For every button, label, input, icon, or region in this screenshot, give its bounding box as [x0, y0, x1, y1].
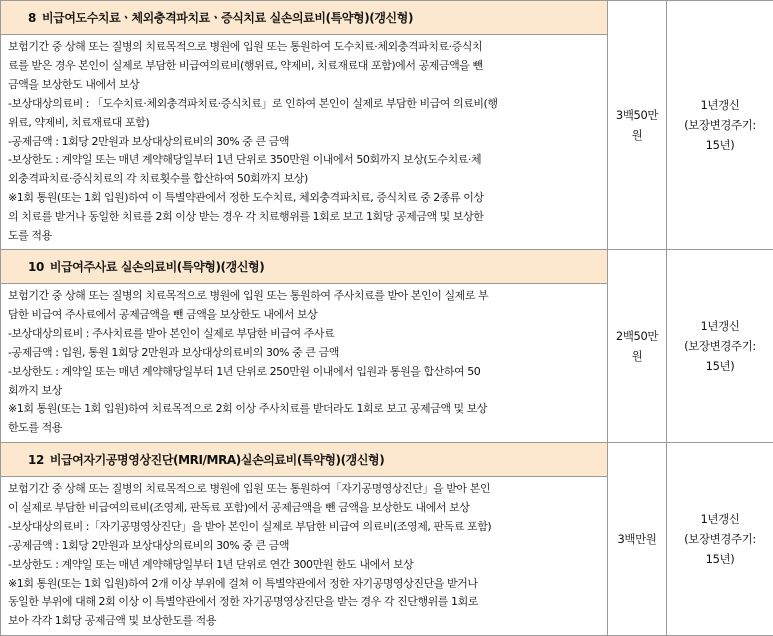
renewal-line: 15년) — [667, 356, 773, 376]
description-line: 위료, 약제비, 치료재료대 포함) — [8, 114, 603, 133]
coverage-renewal — [667, 1, 773, 250]
description-line: -공제금액 : 1회당 2만원과 보상대상의료비의 30% 중 큰 금액 — [8, 133, 603, 152]
coverage-header-row — [1, 1, 773, 35]
renewal-line: 15년) — [667, 135, 773, 155]
coverage-title — [1, 249, 608, 283]
coverage-description — [1, 476, 608, 635]
description-line: 금액을 보상한도 내에서 보상 — [8, 76, 603, 95]
description-line: 외충격파치료·증식치료의 각 치료횟수를 합산하여 50회까지 보상) — [8, 170, 603, 189]
renewal-line: (보장변경주기: — [667, 115, 773, 135]
description-line: -보상대상의료비 : 「도수치료·체외충격파치료·증식치료」로 인하여 본인이 실제로 부담한 비급여 의료비(행 — [8, 95, 603, 114]
amount-line: 3백만원 — [608, 529, 666, 549]
description-line: 보험기간 중 상해 또는 질병의 치료목적으로 병원에 입원 또는 통원하여 도수치료·체외충격파치료·증식치 — [8, 38, 603, 57]
coverage-description — [1, 35, 608, 250]
description-line: ※1회 통원(또는 1회 입원)하여 치료목적으로 2회 이상 주사치료를 받더라도 1회로 보고 공제금액 및 보상 — [8, 400, 603, 419]
description-line: 보험기간 중 상해 또는 질병의 치료목적으로 병원에 입원 또는 통원하여「자기공명영상진단」을 받아 본인 — [8, 480, 603, 499]
coverage-amount — [608, 1, 667, 250]
description-line: -보상한도 : 계약일 또는 매년 계약해당일부터 1년 단위로 250만원 이내에서 입원과 통원을 합산하여 50 — [8, 363, 603, 382]
coverage-title — [1, 1, 608, 35]
description-line: ※1회 통원(또는 1회 입원)하여 이 특별약관에서 정한 도수치료, 체외충격파치료, 증식치료 중 2종류 이상 — [8, 189, 603, 208]
coverage-title-text: 비급여도수치료ㆍ체외충격파치료ㆍ증식치료 실손의료비(특약형)(갱신형) — [42, 11, 413, 25]
description-line: 한도를 적용 — [8, 419, 603, 438]
renewal-line: 15년) — [667, 549, 773, 569]
renewal-line: 1년갱신 — [667, 509, 773, 529]
coverage-header-row — [1, 249, 773, 283]
coverage-title-text: 비급여주사료 실손의료비(특약형)(갱신형) — [50, 260, 264, 274]
renewal-line: 1년갱신 — [667, 316, 773, 336]
coverage-title — [1, 442, 608, 476]
description-line: -공제금액 : 입원, 통원 1회당 2만원과 보상대상의료비의 30% 중 큰 금액 — [8, 344, 603, 363]
description-line: 보험기간 중 상해 또는 질병의 치료목적으로 병원에 입원 또는 통원하여 주사치료를 받아 본인이 실제로 부 — [8, 287, 603, 306]
renewal-line: (보장변경주기: — [667, 336, 773, 356]
description-line: -보상대상의료비 : 주사치료를 받아 본인이 실제로 부담한 비급여 주사료 — [8, 325, 603, 344]
coverage-description — [1, 283, 608, 442]
description-line: 담한 비급여 주사료에서 공제금액을 뺀 금액을 보상한도 내에서 보상 — [8, 306, 603, 325]
description-line: -공제금액 : 1회당 2만원과 보상대상의료비의 30% 중 큰 금액 — [8, 537, 603, 556]
description-line: 회까지 보상 — [8, 382, 603, 401]
description-line: 도를 적용 — [8, 227, 603, 246]
description-line: 동일한 부위에 대해 2회 이상 이 특별약관에서 정한 자기공명영상진단을 받는 경우 각 진단행위를 1회로 — [8, 593, 603, 612]
description-line: ※1회 통원(또는 1회 입원)하여 2개 이상 부위에 걸쳐 이 특별약관에서 정한 자기공명영상진단을 받거나 — [8, 575, 603, 594]
coverage-renewal — [667, 249, 773, 442]
coverage-number: 12 — [28, 453, 44, 467]
amount-line: 원 — [608, 125, 666, 145]
description-line: -보상대상의료비 :「자기공명영상진단」을 받아 본인이 실제로 부담한 비급여 의료비(조영제, 판독료 포함) — [8, 518, 603, 537]
description-line: -보상한도 : 계약일 또는 매년 계약해당일부터 1년 단위로 연간 300만원 한도 내에서 보상 — [8, 556, 603, 575]
renewal-line: (보장변경주기: — [667, 529, 773, 549]
coverage-title-text: 비급여자기공명영상진단(MRI/MRA)실손의료비(특약형)(갱신형) — [50, 453, 384, 467]
description-line: 보아 각각 1회당 공제금액 및 보상한도를 적용 — [8, 612, 603, 631]
coverage-amount — [608, 249, 667, 442]
amount-line: 3백50만 — [608, 105, 666, 125]
description-line: 의 치료를 받거나 동일한 치료를 2회 이상 받는 경우 각 치료행위를 1회로 보고 1회당 공제금액 및 보상한 — [8, 208, 603, 227]
amount-line: 2백50만 — [608, 326, 666, 346]
coverage-renewal — [667, 442, 773, 635]
description-line: 이 실제로 부담한 비급여의료비(조영제, 판독료 포함)에서 공제금액을 뺀 금액을 보상한도 내에서 보상 — [8, 499, 603, 518]
description-line: -보상한도 : 계약일 또는 매년 계약해당일부터 1년 단위로 350만원 이내에서 50회까지 보상(도수치료·체 — [8, 151, 603, 170]
coverage-number: 10 — [28, 260, 44, 274]
coverage-number: 8 — [28, 11, 36, 25]
amount-line: 원 — [608, 346, 666, 366]
coverage-amount — [608, 442, 667, 635]
description-line: 료를 받은 경우 본인이 실제로 부담한 비급여의료비(행위료, 약제비, 치료재료대 포함)에서 공제금액을 뺀 — [8, 57, 603, 76]
renewal-line: 1년갱신 — [667, 95, 773, 115]
coverage-header-row — [1, 442, 773, 476]
